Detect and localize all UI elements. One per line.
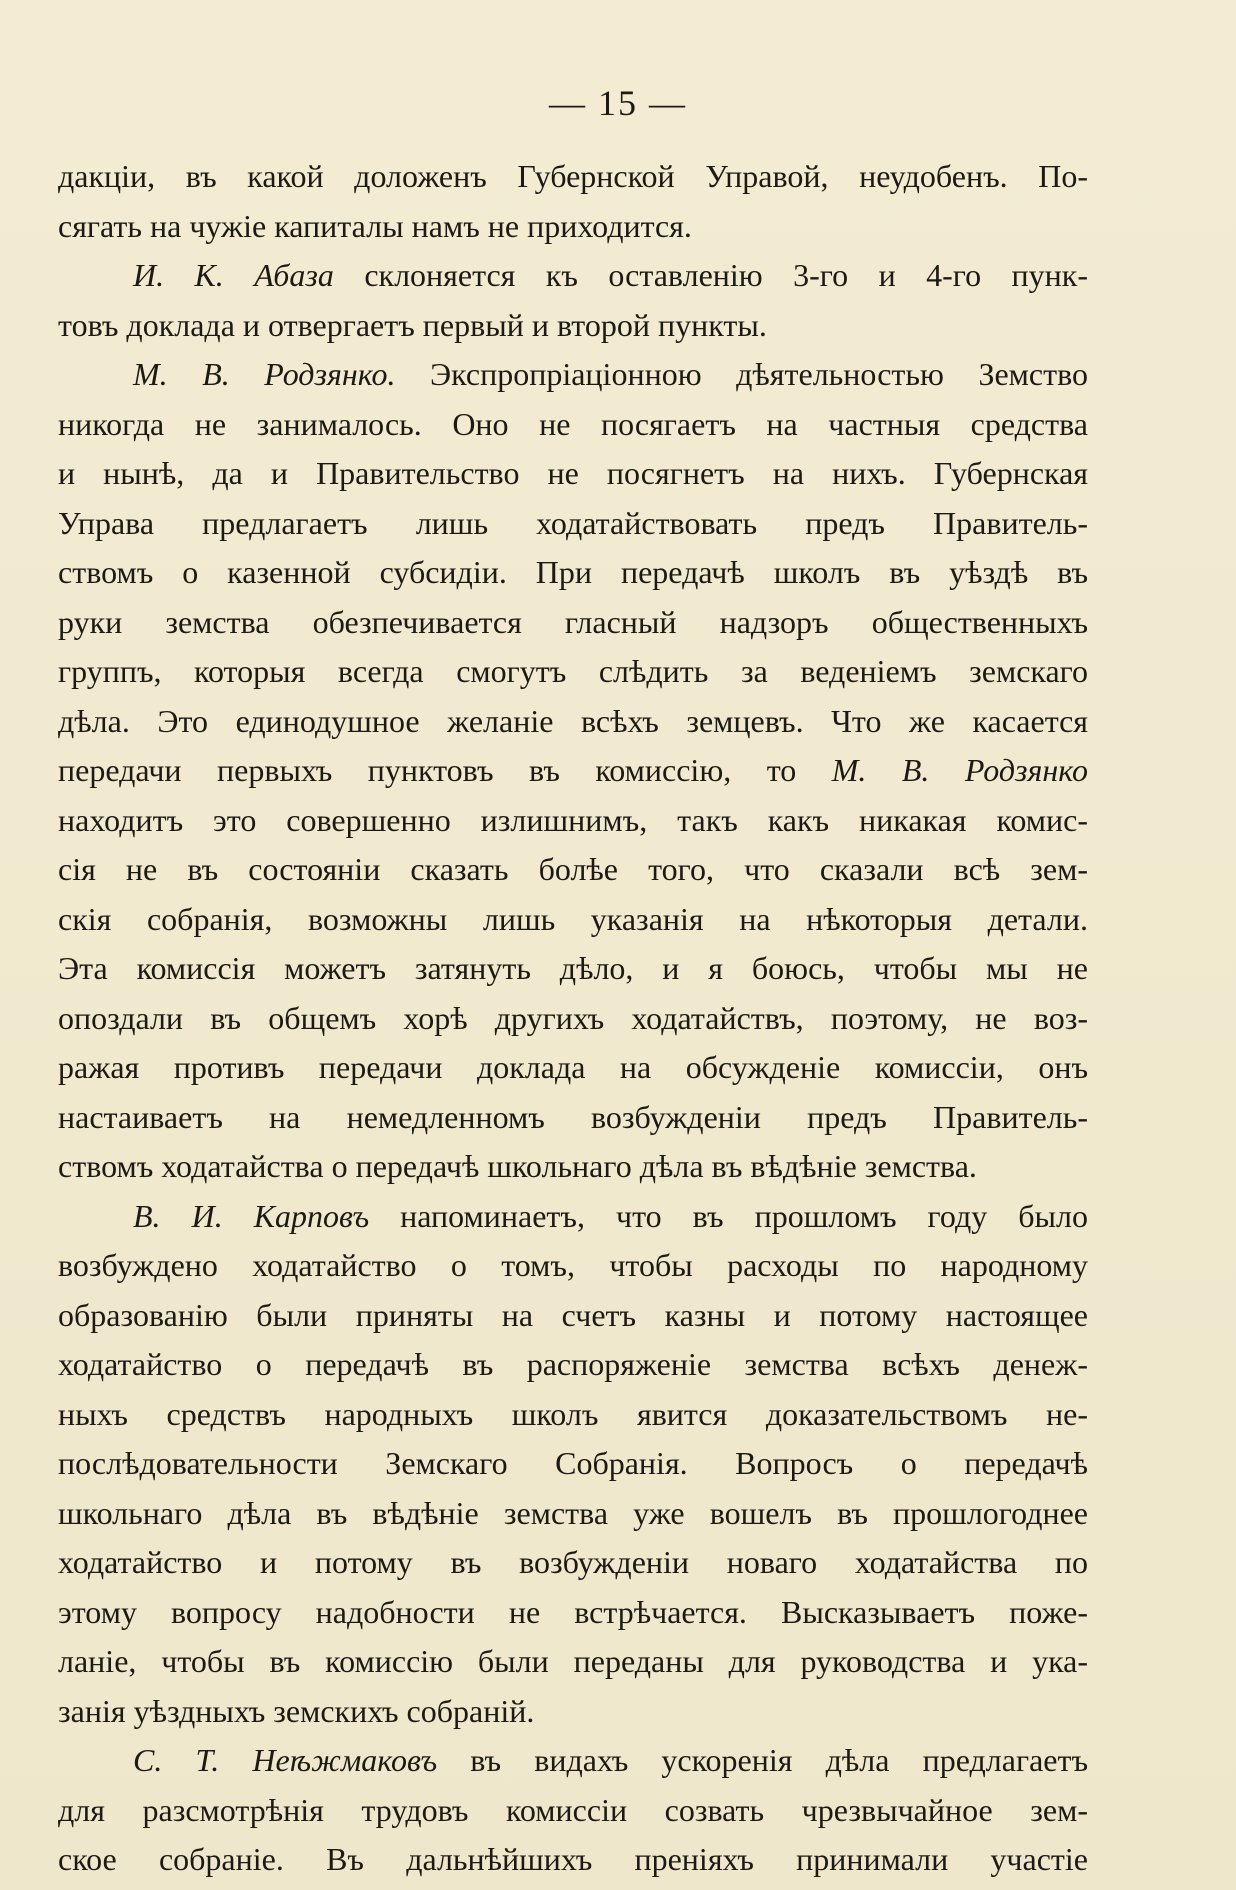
line-text: напоминаетъ, что въ прошломъ году было (369, 1197, 1088, 1234)
text-line (58, 301, 1088, 351)
text-line (58, 845, 1088, 895)
text-line (58, 1043, 1088, 1093)
line-text: группъ, которыя всегда смогутъ слѣдить за веденіемъ земскаго (58, 653, 1088, 689)
line-text: сягать на чужіе капиталы намъ не приходится. (58, 207, 692, 244)
text-line (58, 499, 1088, 549)
line-text: сія не въ состояніи сказать болѣе того, что сказали всѣ зем- (58, 851, 1088, 887)
text-line (58, 1241, 1088, 1291)
line-text: послѣдовательности Земскаго Собранія. Вопросъ о передачѣ (58, 1445, 1088, 1481)
line-text: возбуждено ходатайство о томъ, чтобы расходы по народному (58, 1247, 1088, 1283)
line-text: товъ доклада и отвергаетъ первый и второй пункты. (58, 306, 767, 343)
line-text: руки земства обезпечивается гласный надзоръ общественныхъ (58, 603, 1088, 640)
line-text: скія собранія, возможны лишь указанія на нѣкоторыя детали. (58, 900, 1088, 937)
line-text: ланіе, чтобы въ комиссію были переданы для руководства и ука- (58, 1643, 1088, 1679)
speaker-name: М. В. Родзянко. (133, 356, 396, 392)
line-text: ходатайство и потому въ возбужденіи новаго ходатайства по (58, 1544, 1088, 1580)
text-line (58, 1390, 1088, 1440)
text-line (58, 994, 1088, 1044)
text-line (58, 1291, 1088, 1341)
text-line (58, 1588, 1088, 1638)
speaker-name: М. В. Родзянко (831, 752, 1088, 788)
line-text: ражая противъ передачи доклада на обсужденіе комиссіи, онъ (58, 1049, 1088, 1085)
speaker-name: И. К. Абаза (133, 257, 334, 293)
text-line (58, 1192, 1088, 1242)
text-line (58, 1736, 1088, 1786)
line-text: ствомъ ходатайства о передачѣ школьнаго дѣла въ вѣдѣніе земства. (58, 1148, 977, 1184)
text-line (58, 251, 1088, 301)
line-text: ское собраніе. Въ дальнѣйшихъ преніяхъ принимали участіе (58, 1841, 1088, 1877)
line-text: Управа предлагаетъ лишь ходатайствовать предъ Правитель- (58, 504, 1088, 541)
line-text: этому вопросу надобности не встрѣчается. Высказываетъ поже- (58, 1593, 1088, 1630)
text-line (58, 944, 1088, 994)
text-line (58, 1786, 1088, 1836)
page-number: — 15 — (549, 83, 687, 123)
text-line (58, 1687, 1088, 1737)
page-text (58, 152, 1088, 1885)
line-text: ходатайство о передачѣ въ распоряженіе земства всѣхъ денеж- (58, 1346, 1088, 1382)
line-text: склоняется къ оставленію 3-го и 4-го пунк- (333, 257, 1088, 293)
text-line (58, 350, 1088, 400)
line-text: занія уѣздныхъ земскихъ собраній. (58, 1692, 535, 1729)
text-line (58, 1142, 1088, 1192)
text-line (58, 1489, 1088, 1539)
line-text: дѣла. Это единодушное желаніе всѣхъ земцевъ. Что же касается (58, 702, 1088, 739)
line-text: настаиваетъ на немедленномъ возбужденіи предъ Правитель- (58, 1098, 1088, 1135)
text-line (58, 152, 1088, 202)
line-text: передачи первыхъ пунктовъ въ комиссію, то (58, 752, 832, 788)
text-line (58, 400, 1088, 450)
text-line (58, 1093, 1088, 1143)
line-text: никогда не занималось. Оно не посягаетъ на частныя средства (58, 405, 1088, 442)
text-line (58, 548, 1088, 598)
line-text: образованію были приняты на счетъ казны и потому настоящее (58, 1296, 1088, 1333)
text-line (58, 1340, 1088, 1390)
text-line (58, 697, 1088, 747)
text-line (58, 895, 1088, 945)
line-text: и нынѣ, да и Правительство не посягнетъ на нихъ. Губернская (58, 455, 1088, 491)
text-line (58, 746, 1088, 796)
line-text: для разсмотрѣнія трудовъ комиссіи созвать чрезвычайное зем- (58, 1791, 1088, 1828)
line-text: Эта комиссія можетъ затянуть дѣло, и я боюсь, чтобы мы не (58, 950, 1088, 986)
line-text: Экспропріаціонною дѣятельностью Земство (395, 356, 1088, 392)
line-text: находитъ это совершенно излишнимъ, такъ какъ никакая комис- (58, 801, 1088, 838)
text-line (58, 1439, 1088, 1489)
line-text: опоздали въ общемъ хорѣ другихъ ходатайствъ, поэтому, не воз- (58, 999, 1088, 1036)
text-line (58, 1637, 1088, 1687)
text-line (58, 1835, 1088, 1885)
line-text: ствомъ о казенной субсидіи. При передачѣ школъ въ уѣздѣ въ (58, 554, 1088, 590)
text-line (58, 202, 1088, 252)
line-text: дакціи, въ какой доложенъ Губернской Управой, неудобенъ. По- (58, 158, 1088, 194)
line-text: въ видахъ ускоренія дѣла предлагаетъ (437, 1742, 1088, 1778)
text-line (58, 1538, 1088, 1588)
speaker-name: С. Т. Неѣжмаковъ (133, 1742, 438, 1778)
text-line (58, 598, 1088, 648)
text-line (58, 647, 1088, 697)
speaker-name: В. И. Карповъ (133, 1197, 370, 1234)
line-text: школьнаго дѣла въ вѣдѣніе земства уже вошелъ въ прошлогоднее (58, 1494, 1088, 1531)
text-line (58, 796, 1088, 846)
line-text: ныхъ средствъ народныхъ школъ явится доказательствомъ не- (58, 1395, 1088, 1432)
text-line (58, 449, 1088, 499)
